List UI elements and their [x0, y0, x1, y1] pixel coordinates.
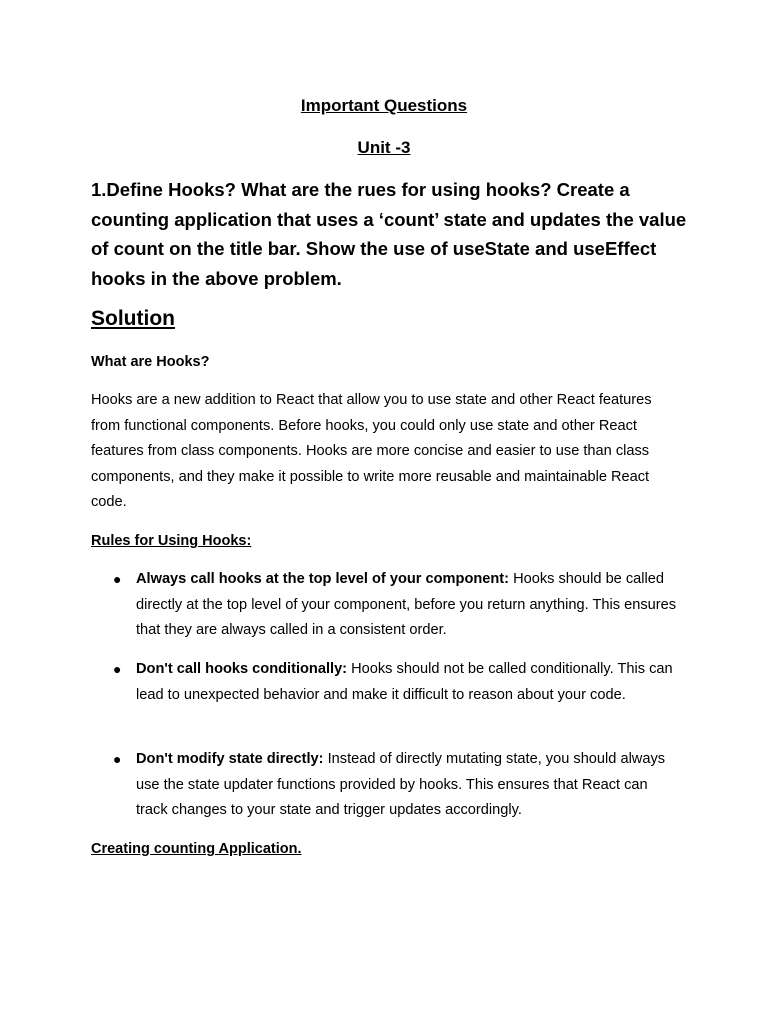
rule-item	[113, 567, 683, 644]
rule-title: Always call hooks at the top level of your component:	[136, 571, 510, 587]
bullet-icon: ●	[113, 571, 122, 587]
what-are-hooks-heading: What are Hooks?	[91, 354, 210, 370]
solution-heading: Solution	[91, 307, 175, 330]
rule-text: Instead of directly mutating state, you should always use the state updater functions provided by hooks. This ensures that React can track changes to your state and trigger updates accordingly.	[136, 751, 666, 819]
rule-text: Hooks should be called directly at the top level of your component, before you return anything. This ensures that they are always called in a consistent order.	[136, 571, 677, 639]
bullet-icon: ●	[113, 751, 122, 767]
unit-label: Unit -3	[357, 138, 411, 157]
hooks-definition-paragraph: Hooks are a new addition to React that allow you to use state and other React features from functional components. Before hooks, you could only use state and other React features from class components. Hooks are more concise and easier to use than class components, and they make it possible to write more reusable and maintainable React code.	[91, 392, 652, 511]
rules-heading: Rules for Using Hooks:	[91, 533, 252, 549]
rule-text: Hooks should not be called conditionally. This can lead to unexpected behavior and make it difficult to reason about your code.	[136, 661, 673, 703]
rule-title: Don't call hooks conditionally:	[136, 661, 348, 677]
bullet-icon: ●	[113, 661, 122, 677]
document-title: Important Questions	[300, 96, 468, 115]
rule-item	[113, 747, 683, 824]
creating-application-heading: Creating counting Application.	[91, 841, 302, 857]
question-text: 1.Define Hooks? What are the rues for using hooks? Create a counting application that uses a ‘count’ state and updates the value of count on the title bar. Show the use of useState and useEffect hooks in the above problem.	[91, 179, 687, 289]
rule-item	[113, 657, 683, 708]
rule-title: Don't modify state directly:	[136, 751, 324, 767]
